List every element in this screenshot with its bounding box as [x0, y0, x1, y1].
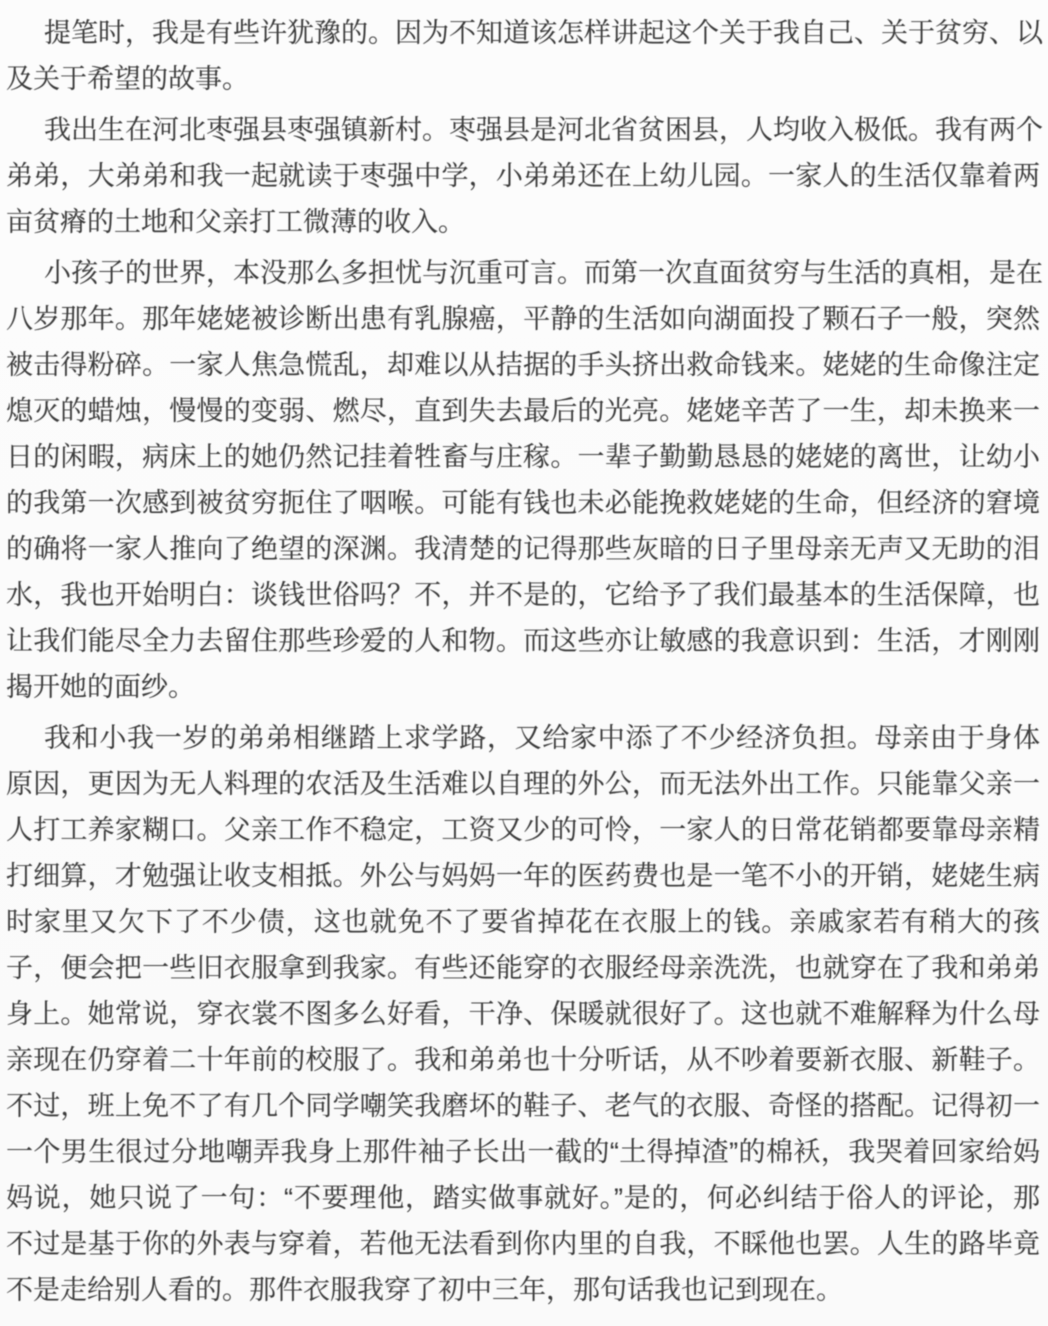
text-line: 水，我也开始明白：谈钱世俗吗？不，并不是的，它给予了我们最基本的生活保障，也 [6, 580, 1040, 610]
text-line: 让我们能尽全力去留住那些珍爱的人和物。而这些亦让敏感的我意识到：生活，才刚刚 [6, 626, 1040, 656]
paragraph-3 [6, 250, 1043, 710]
text-line: 揭开她的面纱。 [6, 672, 195, 702]
text-line: 不过，班上免不了有几个同学嘲笑我磨坏的鞋子、老气的衣服、奇怪的搭配。记得初一 [6, 1091, 1040, 1121]
text-line: 打细算，才勉强让收支相抵。外公与妈妈一年的医药费也是一笔不小的开销，姥姥生病 [6, 861, 1040, 891]
paragraph-1 [6, 10, 1043, 102]
text-line: 我和小我一岁的弟弟相继踏上求学路，又给家中添了不少经济负担。母亲由于身体 [44, 723, 1040, 753]
text-line: 的确将一家人推向了绝望的深渊。我清楚的记得那些灰暗的日子里母亲无声又无助的泪 [6, 534, 1040, 564]
text-line: 提笔时，我是有些许犹豫的。因为不知道该怎样讲起这个关于我自己、关于贫穷、以 [44, 18, 1043, 48]
text-line: 及关于希望的故事。 [6, 64, 249, 94]
text-line: 我出生在河北枣强县枣强镇新村。枣强县是河北省贫困县，人均收入极低。我有两个 [44, 115, 1043, 145]
text-line: 被击得粉碎。一家人焦急慌乱，却难以从拮据的手头挤出救命钱来。姥姥的生命像注定 [6, 350, 1040, 380]
text-line: 小孩子的世界，本没那么多担忧与沉重可言。而第一次直面贫穷与生活的真相，是在 [44, 258, 1043, 288]
text-line: 亩贫瘠的土地和父亲打工微薄的收入。 [6, 207, 465, 237]
text-line: 一个男生很过分地嘲弄我身上那件袖子长出一截的“土得掉渣”的棉袄，我哭着回家给妈 [6, 1137, 1040, 1167]
text-line: 身上。她常说，穿衣裳不图多么好看，干净、保暖就很好了。这也就不难解释为什么母 [6, 999, 1040, 1029]
text-line: 熄灭的蜡烛，慢慢的变弱、燃尽，直到失去最后的光亮。姥姥辛苦了一生，却未换来一 [6, 396, 1040, 426]
paragraph-4 [6, 715, 1040, 1313]
text-line: 八岁那年。那年姥姥被诊断出患有乳腺癌，平静的生活如向湖面投了颗石子一般，突然 [6, 304, 1040, 334]
text-line: 弟弟，大弟弟和我一起就读于枣强中学，小弟弟还在上幼儿园。一家人的生活仅靠着两 [6, 161, 1040, 191]
text-line: 不过是基于你的外表与穿着，若他无法看到你内里的自我，不睬他也罢。人生的路毕竟 [6, 1229, 1040, 1259]
text-line: 子，便会把一些旧衣服拿到我家。有些还能穿的衣服经母亲洗洗，也就穿在了我和弟弟 [6, 953, 1040, 983]
text-line: 的我第一次感到被贫穷扼住了咽喉。可能有钱也未必能挽救姥姥的生命，但经济的窘境 [6, 488, 1040, 518]
text-line: 亲现在仍穿着二十年前的校服了。我和弟弟也十分听话，从不吵着要新衣服、新鞋子。 [6, 1045, 1040, 1075]
text-line: 人打工养家糊口。父亲工作不稳定，工资又少的可怜，一家人的日常花销都要靠母亲精 [6, 815, 1040, 845]
paragraph-2 [6, 107, 1043, 245]
text-line: 妈说，她只说了一句：“不要理他，踏实做事就好。”是的，何必纠结于俗人的评论，那 [6, 1183, 1040, 1213]
text-line: 原因，更因为无人料理的农活及生活难以自理的外公，而无法外出工作。只能靠父亲一 [6, 769, 1040, 799]
text-line: 不是走给别人看的。那件衣服我穿了初中三年，那句话我也记到现在。 [6, 1275, 843, 1305]
text-line: 日的闲暇，病床上的她仍然记挂着牲畜与庄稼。一辈子勤勤恳恳的姥姥的离世，让幼小 [6, 442, 1040, 472]
text-line: 时家里又欠下了不少债，这也就免不了要省掉花在衣服上的钱。亲戚家若有稍大的孩 [6, 907, 1040, 937]
